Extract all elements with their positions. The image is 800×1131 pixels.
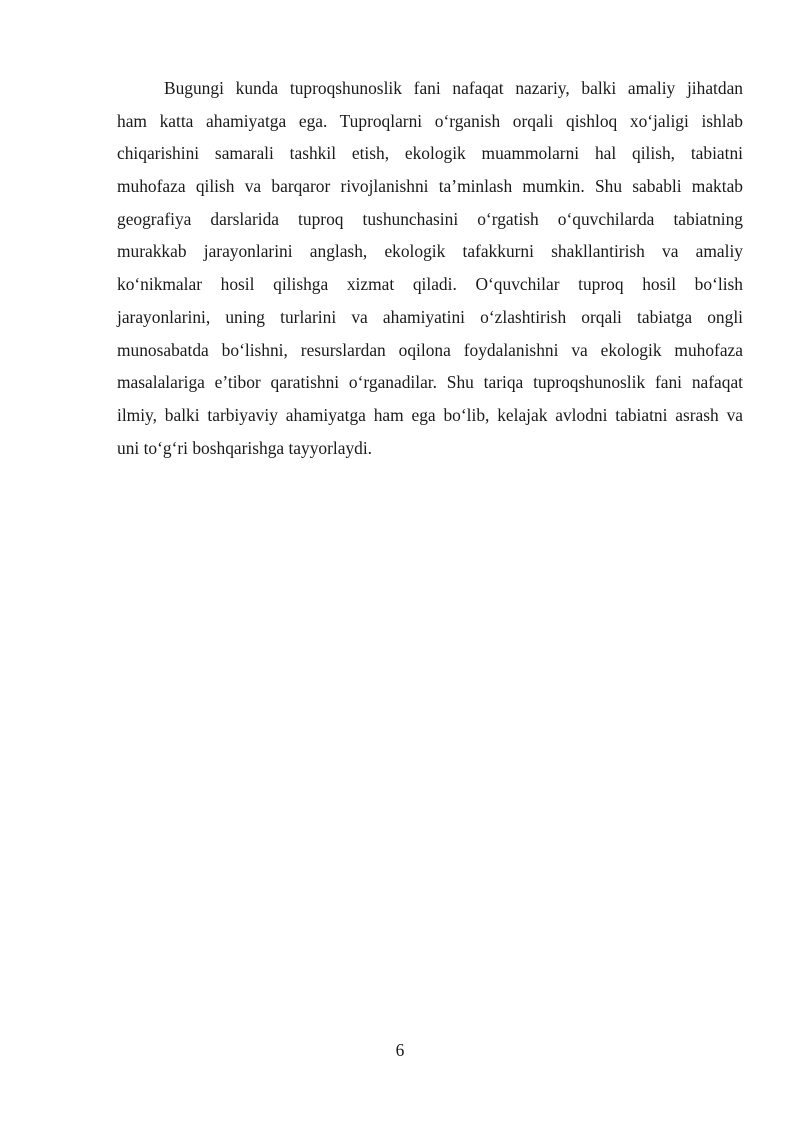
paragraph-line: jarayonlarini, uning turlarini va ahamiyatini o‘zlashtirish orqali tabiatga ongli [117, 306, 743, 327]
page-number: 6 [395, 1040, 405, 1060]
paragraph-line: masalalariga e’tibor qaratishni o‘rganadilar. Shu tariqa tuproqshunoslik fani nafaqat [117, 372, 743, 393]
paragraph-line: murakkab jarayonlarini anglash, ekologik tafakkurni shakllantirish va amaliy [117, 241, 743, 262]
paragraph-line: muhofaza qilish va barqaror rivojlanishni ta’minlash mumkin. Shu sababli maktab [117, 176, 743, 197]
paragraph-line: uni to‘g‘ri boshqarishga tayyorlaydi. [117, 437, 373, 458]
body-paragraph [117, 72, 743, 464]
paragraph-line: chiqarishini samarali tashkil etish, ekologik muammolarni hal qilish, tabiatni [117, 143, 743, 164]
paragraph-line: munosabatda bo‘lishni, resurslardan oqilona foydalanishni va ekologik muhofaza [117, 339, 743, 360]
paragraph-line: Bugungi kunda tuproqshunoslik fani nafaqat nazariy, balki amaliy jihatdan [164, 78, 743, 98]
paragraph-line: ham katta ahamiyatga ega. Tuproqlarni o‘rganish orqali qishloq xo‘jaligi ishlab [117, 110, 743, 131]
paragraph-line: geografiya darslarida tuproq tushunchasini o‘rgatish o‘quvchilarda tabiatning [117, 208, 743, 229]
paragraph-line: ilmiy, balki tarbiyaviy ahamiyatga ham ega bo‘lib, kelajak avlodni tabiatni asrash va [117, 404, 743, 425]
paragraph-line: ko‘nikmalar hosil qilishga xizmat qiladi. O‘quvchilar tuproq hosil bo‘lish [117, 274, 743, 295]
